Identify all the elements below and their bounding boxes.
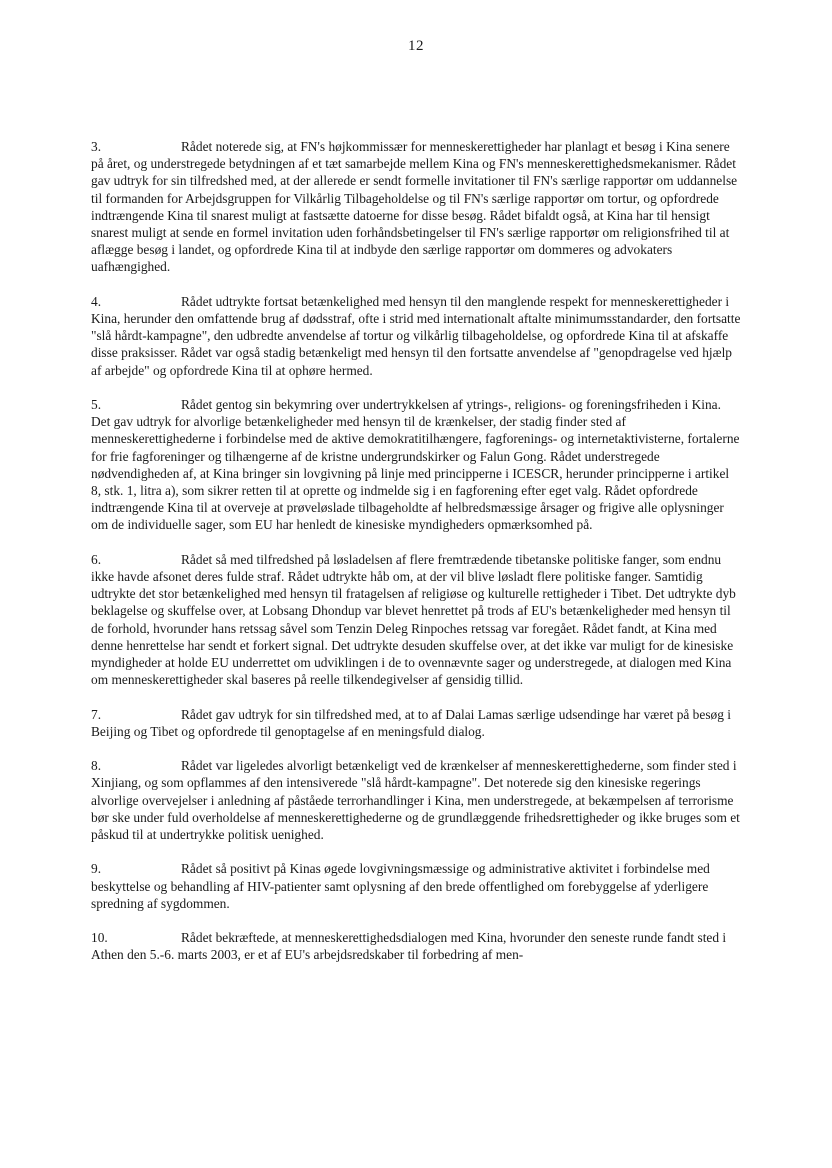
paragraph-text: Rådet så med tilfredshed på løsladelsen af flere fremtrædende tibetanske politiske fanger, som endnu ikke havde afsonet deres fulde straf. Rådet udtrykte håb om, at der vil blive løsladt flere politiske fanger. Samtidig udtrykte det stor betænkelighed med hensyn til fratagelsen af religiøse og kulturelle rettigheder i Tibet. Det udtrykte dyb beklagelse og skuffelse over, at Lobsang Dhondup var blevet henrettet på trods af EU's betænkeligheder med hensyn til de forhold, hvorunder hans retssag såvel som Tenzin Deleg Rinpoches retssag var foregået. Rådet fandt, at Kina med denne henrettelse har sendt et forkert signal. Det udtrykte desuden skuffelse over, at det ikke var muligt for de kinesiske myndigheder at holde EU underrettet om udviklingen i de to ovennævnte sager og understregede, at dialogen med Kina om menneskerettigheder skal baseres på reelle tilkendegivelser af gensidig tillid. xyxy=(91,551,736,688)
paragraph-6 xyxy=(91,551,741,689)
paragraph-4 xyxy=(91,293,741,379)
paragraph-10 xyxy=(91,929,741,963)
paragraph-text: Rådet var ligeledes alvorligt betænkeligt ved de krænkelser af menneskerettighederne, som finder sted i Xinjiang, og som opflammes af den intensiverede "slå hårdt-kampagne". Det noterede sig den kinesiske regerings alvorlige overvejelser i anledning af påståede terrorhandlinger i Kina, men understregede, at bekæmpelsen af terrorisme bør ske under fuld overholdelse af menneskerettighederne og de grundlæggende frihedsrettigheder og ikke bruges som et påskud til at undertrykke politisk uenighed. xyxy=(91,758,740,843)
paragraph-number: 10. xyxy=(91,930,108,946)
paragraph-number: 8. xyxy=(91,758,102,774)
paragraph-number: 3. xyxy=(91,139,102,154)
paragraph-number: 9. xyxy=(91,861,102,877)
page-number: 12 xyxy=(408,38,424,54)
paragraph-7 xyxy=(91,706,741,740)
document-body xyxy=(91,138,741,981)
paragraph-5 xyxy=(91,396,741,534)
paragraph-8 xyxy=(91,757,741,843)
paragraph-text: Rådet gentog sin bekymring over undertrykkelsen af ytrings-, religions- og foreningsfriheden i Kina. Det gav udtryk for alvorlige betænkeligheder med hensyn til de krænkelser, der stadig finder sted af menneskerettighederne i forbindelse med de aktive demokratitilhængere, fagforenings- og internetaktivisterne, fortalerne for frie fagforeninger og tilhængerne af de kristne undergrundskirker og Falun Gong. Rådet understregede nødvendigheden af, at Kina bringer sin lovgivning på linje med principperne i ICESCR, herunder principperne i artikel 8, stk. 1, litra a), som sikrer retten til at oprette og indmelde sig i en fagforening efter eget valg. Rådet opfordrede indtrængende Kina til at overveje at prøveløslade tilbageholdte af helbredsmæssige årsager og frigive alle oplysninger om de individuelle sager, som EU har henledt de kinesiske myndigheders opmærksomhed på. xyxy=(91,397,740,533)
paragraph-text: Rådet noterede sig, at FN's højkommissær for menneskerettigheder har planlagt et besøg i Kina senere på året, og understregede betydningen af et tæt samarbejde mellem Kina og FN's menneskerettighedsmekanismer. Rådet gav udtryk for sin tilfredshed med, at der allerede er sendt formelle invitationer til FN's særlige rapportør om uddannelse til formanden for Arbejdsgruppen for Vilkårlig Tilbageholdelse og til FN's særlige rapportør om tortur, og opfordrede indtrængende Kina til snarest muligt at fastsætte datoerne for disse besøg. Rådet bifaldt også, at Kina har til hensigt snarest muligt at sende en formel invitation uden forhåndsbetingelser til FN's særlige rapportør om religionsfrihed til at aflægge besøg i landet, og opfordrede Kina til at indbyde den særlige rapportør om dommeres og advokaters uafhængighed. xyxy=(91,139,738,275)
paragraph-number: 6. xyxy=(91,551,102,567)
paragraph-9 xyxy=(91,860,741,912)
paragraph-text: Rådet gav udtryk for sin tilfredshed med, at to af Dalai Lamas særlige udsendinge har været på besøg i Beijing og Tibet og opfordrede til genoptagelse af en meningsfuld dialog. xyxy=(91,706,731,739)
paragraph-number: 4. xyxy=(91,293,102,309)
paragraph-text: Rådet bekræftede, at menneskerettighedsdialogen med Kina, hvorunder den seneste runde fandt sted i Athen den 5.-6. marts 2003, er et af EU's arbejdsredskaber til forbedring af men- xyxy=(91,930,727,963)
paragraph-number: 7. xyxy=(91,706,102,722)
paragraph-3 xyxy=(91,138,741,276)
paragraph-number: 5. xyxy=(91,397,102,413)
paragraph-text: Rådet udtrykte fortsat betænkelighed med hensyn til den manglende respekt for menneskerettigheder i Kina, herunder den omfattende brug af dødsstraf, ofte i strid med internationalt aftalte minimumsstandarder, den fortsatte "slå hårdt-kampagne", den udbredte anvendelse af tortur og vilkårlig tilbageholdelse, og opfordrede Kina til at afskaffe disse praksisser. Rådet var også stadig betænkeligt med hensyn til den fortsatte anvendelse af "genopdragelse ved hjælp af arbejde" og opfordrede Kina til at ophøre hermed. xyxy=(91,293,741,378)
paragraph-text: Rådet så positivt på Kinas øgede lovgivningsmæssige og administrative aktivitet i forbindelse med beskyttelse og behandling af HIV-patienter samt oplysning af den brede offentlighed om forebyggelse af yderligere spredning af sygdommen. xyxy=(91,861,710,911)
